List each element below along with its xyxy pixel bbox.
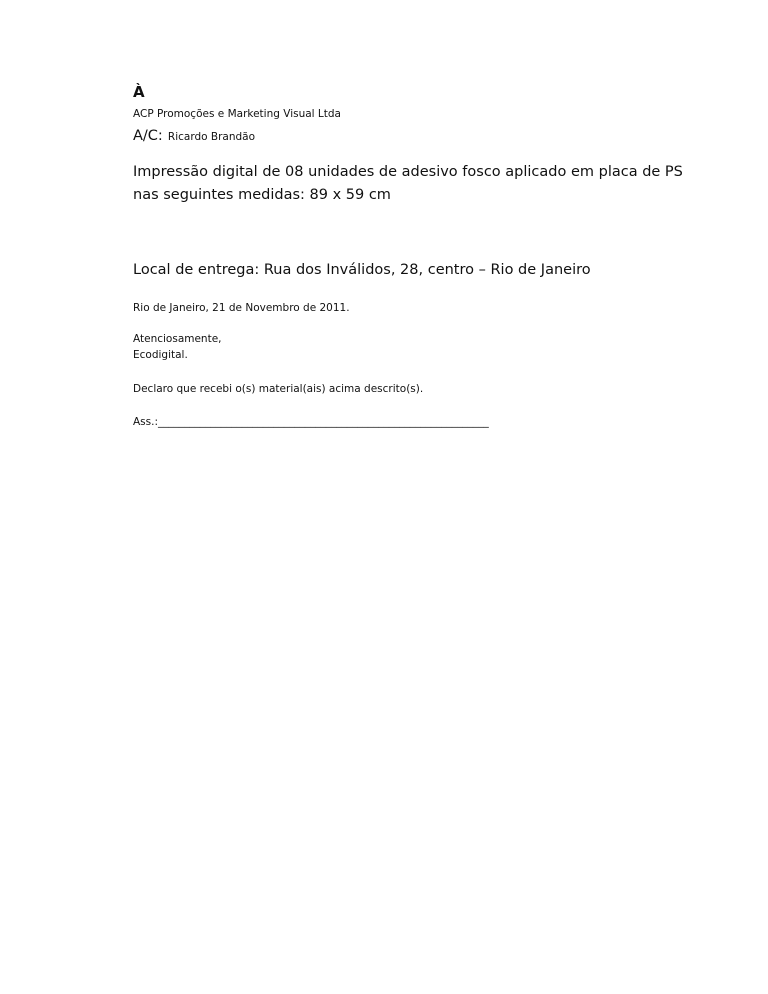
declaration-text: Declaro que recebi o(s) material(ais) acima descrito(s).	[133, 383, 424, 395]
description-line-2: nas seguintes medidas: 89 x 59 cm	[133, 187, 391, 203]
signature-line: Ass.:_______________________________________________________________	[133, 416, 489, 428]
sender-name: Ecodigital.	[133, 349, 188, 361]
recipient-company: ACP Promoções e Marketing Visual Ltda	[133, 108, 341, 120]
date-line: Rio de Janeiro, 21 de Novembro de 2011.	[133, 302, 350, 314]
attention-name: Ricardo Brandão	[167, 131, 256, 143]
attention-label: A/C:	[133, 128, 163, 144]
delivery-location: Local de entrega: Rua dos Inválidos, 28, centro – Rio de Janeiro	[133, 262, 591, 278]
closing-text: Atenciosamente,	[133, 333, 222, 345]
attention-line	[133, 127, 255, 144]
to-marker: À	[133, 83, 145, 101]
description-line-1: Impressão digital de 08 unidades de adesivo fosco aplicado em placa de PS	[133, 164, 683, 180]
